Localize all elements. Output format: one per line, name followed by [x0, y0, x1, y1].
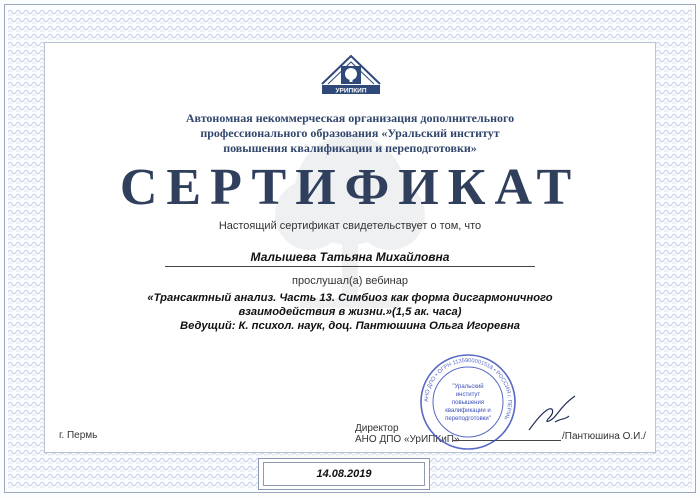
- course-title: [140, 291, 560, 319]
- recipient-name: Малышева Татьяна Михайловна: [165, 250, 535, 267]
- signatory-name: /Пантюшина О.И./: [562, 431, 646, 442]
- lecturer: Ведущий: К. психол. наук, доц. Пантюшина Ольга Игоревна: [180, 320, 520, 332]
- organization-line-3: повышения квалификации и переподготовки»: [223, 141, 477, 155]
- stamp-ring-text: АНО ДПО • ОГРН 1135900001518 • РОССИЯ г. ПЕРМЬ: [423, 357, 513, 421]
- course-line-1: «Трансактный анализ. Часть 13. Симбиоз как форма дисгармоничного: [147, 292, 553, 304]
- intro-text: Настоящий сертификат свидетельствует о том, что: [218, 220, 482, 232]
- stamp-line-5: переподготовки": [445, 416, 491, 422]
- stamp-line-3: повышения: [451, 400, 485, 406]
- director-line-1: Директор: [355, 423, 399, 434]
- attendance-text: прослушал(а) вебинар: [292, 275, 408, 287]
- certificate-title: СЕРТИФИКАТ: [119, 159, 581, 216]
- director-line-2: АНО ДПО «УрИПКиП»: [355, 434, 460, 445]
- stamp-line-4: квалификации и: [445, 408, 491, 414]
- city: г. Пермь: [59, 430, 98, 441]
- handwritten-signature: [525, 392, 580, 437]
- organization-name: [140, 111, 560, 156]
- organization-line-1: Автономная некоммерческая организация дополнительного: [185, 111, 515, 125]
- organization-line-2: профессионального образования «Уральский институт: [200, 126, 500, 140]
- stamp-line-1: "Уральский: [452, 384, 484, 390]
- stamp-line-2: институт: [455, 392, 481, 398]
- official-stamp: [418, 352, 518, 452]
- logo-text: УРИПКИП: [335, 87, 367, 95]
- institute-logo: [318, 54, 384, 98]
- issue-date: 14.08.2019: [263, 462, 425, 486]
- course-line-2: взаимодействия в жизни.»(1,5 ак. часа): [238, 306, 462, 318]
